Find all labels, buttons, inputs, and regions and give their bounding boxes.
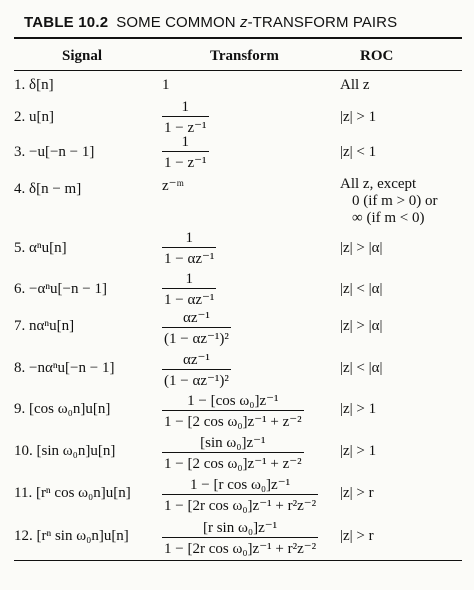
signal-cell: 5. αⁿu[n] (14, 240, 67, 256)
signal-cell: 4. δ[n − m] (14, 181, 82, 197)
roc-cell (340, 528, 374, 545)
fraction (162, 433, 304, 473)
numerator: 1 (185, 230, 193, 246)
denominator: (1 − αz⁻¹)² (162, 327, 231, 348)
denominator: 1 − αz⁻¹ (162, 288, 216, 309)
transform-cell (162, 391, 304, 431)
roc-cell (340, 485, 374, 502)
fraction (162, 271, 216, 309)
signal-cell: 8. −nαⁿu[−n − 1] (14, 360, 115, 376)
transform-cell: z⁻ᵐ (162, 178, 184, 194)
signal-cell: 1. δ[n] (14, 77, 54, 93)
transform-cell (162, 308, 231, 348)
signal-cell: 3. −u[−n − 1] (14, 144, 95, 160)
numerator: 1 (181, 99, 190, 115)
denominator: 1 − αz⁻¹ (162, 247, 216, 268)
transform-cell (162, 433, 304, 473)
fraction (162, 134, 209, 172)
roc-cell (340, 240, 383, 257)
signal-cell: 2. u[n] (14, 109, 54, 125)
transform-cell (162, 134, 209, 172)
roc-line: |z| > r (340, 485, 374, 501)
signal-cell: 9. [cos ω₀n]u[n] (14, 401, 111, 417)
roc-line: ∞ (if m < 0) (352, 210, 425, 226)
transform-cell: 1 (162, 77, 170, 93)
fraction (162, 350, 231, 390)
signal-cell: 12. [rⁿ sin ω₀n]u[n] (14, 528, 129, 544)
fraction (162, 230, 216, 268)
numerator: αz⁻¹ (182, 352, 210, 368)
roc-cell (340, 109, 376, 126)
top-rule (14, 37, 462, 39)
roc-cell (340, 401, 376, 418)
fraction (162, 518, 318, 558)
table-number: TABLE 10.2 (24, 14, 109, 31)
transform-cell (162, 99, 209, 137)
table-title (24, 14, 397, 31)
bottom-rule (14, 560, 462, 561)
transform-cell (162, 350, 231, 390)
denominator: 1 − [2 cos ω₀]z⁻¹ + z⁻² (162, 410, 304, 431)
signal-cell: 11. [rⁿ cos ω₀n]u[n] (14, 485, 131, 501)
roc-cell (340, 443, 376, 460)
signal-cell: 10. [sin ω₀n]u[n] (14, 443, 116, 459)
fraction (162, 391, 304, 431)
roc-cell (340, 318, 383, 335)
roc-line: |z| < |α| (340, 281, 383, 297)
header-transform: Transform (210, 48, 279, 64)
roc-line: |z| < |α| (340, 360, 383, 376)
signal-cell: 6. −αⁿu[−n − 1] (14, 281, 107, 297)
denominator: 1 − [2r cos ω₀]z⁻¹ + r²z⁻² (162, 494, 318, 515)
header-rule (14, 70, 462, 71)
roc-cell (340, 77, 370, 94)
roc-line: |z| > 1 (340, 443, 377, 459)
numerator: 1 (185, 271, 193, 287)
roc-line: All z, except (340, 176, 417, 192)
fraction (162, 99, 209, 137)
denominator: 1 − z⁻¹ (162, 151, 209, 172)
header-signal: Signal (62, 48, 103, 64)
numerator: [sin ω₀]z⁻¹ (200, 435, 266, 451)
numerator: 1 − [r cos ω₀]z⁻¹ (190, 477, 291, 493)
fraction (162, 475, 318, 515)
transform-cell (162, 271, 216, 309)
roc-line: |z| > |α| (340, 318, 383, 334)
table-caption: SOME COMMON z-TRANSFORM PAIRS (116, 14, 398, 31)
transform-cell (162, 475, 318, 515)
numerator: αz⁻¹ (182, 310, 210, 326)
numerator: 1 (181, 134, 190, 150)
denominator: (1 − αz⁻¹)² (162, 369, 231, 390)
numerator: [r sin ω₀]z⁻¹ (202, 520, 278, 536)
roc-cell (340, 281, 383, 298)
roc-line: 0 (if m > 0) or (352, 193, 438, 209)
roc-cell (340, 360, 383, 377)
roc-line: All z (340, 77, 370, 93)
roc-line: |z| > |α| (340, 240, 383, 256)
roc-line: |z| < 1 (340, 144, 377, 160)
denominator: 1 − [2 cos ω₀]z⁻¹ + z⁻² (162, 452, 304, 473)
transform-cell (162, 230, 216, 268)
signal-cell: 7. nαⁿu[n] (14, 318, 75, 334)
roc-line: |z| > 1 (340, 401, 377, 417)
roc-cell (340, 144, 376, 161)
roc-line: |z| > r (340, 528, 374, 544)
transform-cell (162, 518, 318, 558)
numerator: 1 − [cos ω₀]z⁻¹ (187, 393, 279, 409)
fraction (162, 308, 231, 348)
roc-cell (340, 176, 438, 227)
roc-line: |z| > 1 (340, 109, 377, 125)
header-roc: ROC (360, 48, 394, 64)
denominator: 1 − [2r cos ω₀]z⁻¹ + r²z⁻² (162, 537, 318, 558)
denominator: 1 − z⁻¹ (162, 116, 209, 137)
